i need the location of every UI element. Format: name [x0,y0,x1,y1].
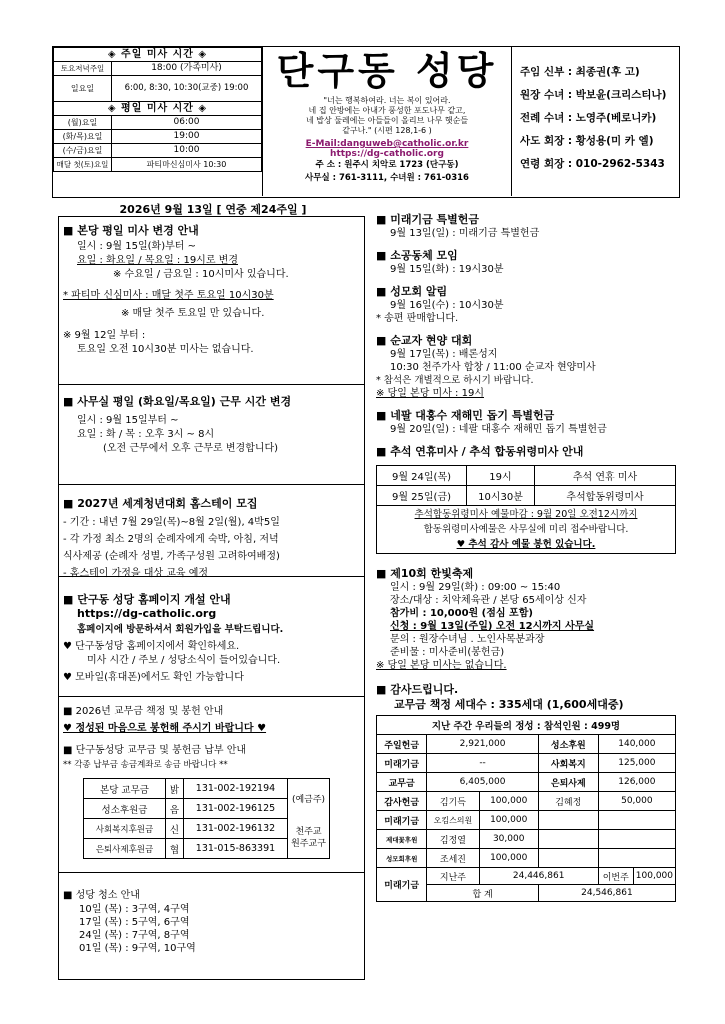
text-line: 24일 (목) : 7구역, 8구역 [79,930,190,941]
mass-day: 토요저녁주일 [54,62,112,76]
mass-day: 일요일 [54,76,112,102]
donation-label: 제대꽃후원 [377,830,427,849]
mass-day: (수/금)요일 [54,144,112,158]
quote-line: 같구나." (시편 128,1-6 ) [342,126,432,135]
parish-title: 단구동 성당 [276,49,498,93]
future-fund-section [376,212,686,240]
notice-line: ♥ 추석 감사 예물 봉헌 있습니다. [456,539,596,550]
section-title: ■ 감사드립니다. [376,683,459,696]
mass-desc: 추석합동위령미사 [535,486,676,506]
text-line: - 기간 : 내년 7월 29일(목)~8월 2일(월), 4박5일 [63,517,280,528]
donation-value [598,849,675,868]
text-line: 요일 : 화 / 목 : 오후 3시 ~ 8시 [77,429,215,440]
fund-value: 24,446,861 [479,868,598,885]
text-line: ※ 9월 12일 부터 : [63,330,146,341]
parish-title-panel [263,47,511,196]
phone: 사무실 : 761-3111, 수녀원 : 761-0316 [305,173,469,183]
mass-day: (월)요일 [54,116,112,130]
section-title: ■ 소공동체 모임 [376,249,458,262]
tithe-section [59,697,364,873]
chuseok-mass-section [376,444,686,554]
section-title: ■ 사무실 평일 (화요일/목요일) 근무 시간 변경 [63,395,292,408]
text-line: 문의 : 원장수녀님 . 노인사목분과장 [390,634,545,645]
homepage-link[interactable]: https://dg-catholic.org [77,607,217,620]
text-line: 신청 : 9월 13일(주일) 오전 12시까지 사무실 [390,621,595,632]
staff-line: 주임 신부 : 최종권(후 고) [520,66,640,78]
offering-label: 교무금 [377,773,427,792]
text-line: 9월 15일(화) : 19시30분 [390,264,504,275]
section-title: ■ 미래기금 특별헌금 [376,213,480,226]
donation-label: 미래기금 [377,811,427,830]
text-line: 미사 시간 / 주보 / 성당소식이 들어있습니다. [87,655,281,666]
accounts-table [83,778,330,859]
account-name: 본당 교무금 [84,779,166,799]
offering-label: 성소후원 [538,735,598,754]
text-line: 10일 (목) : 3구역, 4구역 [79,904,190,915]
section-title: ■ 성모회 알림 [376,285,448,298]
left-column [58,216,365,980]
section-title: ■ 단구동 성당 홈페이지 개설 안내 [63,593,231,606]
donation-label: 성모회후원 [377,849,427,868]
address: 주 소 : 원주시 치악로 1723 (단구동) [315,160,459,170]
section-title: ■ 2027년 세계청년대회 홈스테이 모집 [63,497,258,510]
donation-value [598,811,675,830]
account-char: 신 [166,819,184,839]
account-number: 131-015-863391 [184,839,288,859]
account-number: 131-002-196125 [184,799,288,819]
mass-time: 19:00 [112,130,262,144]
donor-name: 김기득 [427,792,479,811]
bulletin-header [52,46,680,198]
account-char: 협 [166,839,184,859]
offering-value: 126,000 [598,773,675,792]
email-link[interactable]: E-Mail:danguweb@catholic.or.kr [305,139,469,149]
staff-line: 원장 수녀 : 박보윤(크리스티나) [520,89,667,101]
notice-line: 합동위령미사예물은 사무실에 미리 접수바랍니다. [423,524,629,535]
mass-date: 9월 24일(목) [377,466,467,486]
account-char: 밝 [166,779,184,799]
text-line: ※ 당일 본당 미사 : 19시 [376,388,484,399]
mass-time: 10시30분 [467,486,535,506]
account-name: 성소후원금 [84,799,166,819]
donation-value: 100,000 [479,811,538,830]
mass-desc: 추석 연휴 미사 [535,466,676,486]
offering-label: 은퇴사제 [538,773,598,792]
weekday-mass-title: ◈ 평일 미사 시간 ◈ [54,102,262,116]
mass-date: 9월 25일(금) [377,486,467,506]
fund-total-label: 합 계 [427,885,538,902]
account-name: 은퇴사제후원금 [84,839,166,859]
text-line: 9월 13일(일) : 미래기금 특별헌금 [390,228,540,239]
text-line: ♥ 정성된 마음으로 봉헌해 주시기 바랍니다 ♥ [63,723,267,734]
offering-value: 140,000 [598,735,675,754]
weekday-mass-change-section [59,217,364,385]
section-title: ■ 순교자 현양 대회 [376,334,473,347]
mothers-group-section [376,284,686,325]
text-line: 17일 (목) : 5구역, 6구역 [79,917,190,928]
text-line: ** 각종 납부금 송금계좌로 송금 바랍니다 ** [63,760,228,770]
offering-table [376,715,676,902]
staff-line: 사도 회장 : 황성용(미 카 엘) [520,135,654,147]
text-line: 일시 : 9월 15일(화)부터 ~ [77,241,196,252]
martyr-event-section [376,333,686,400]
text-line: 01일 (목) : 9구역, 10구역 [79,943,196,954]
account-name: 사회복지후원금 [84,819,166,839]
fund-period: 이번주 [598,868,633,885]
donor-name: 조세진 [427,849,479,868]
donation-value: 50,000 [598,792,675,811]
text-line: 10:30 천주가사 합창 / 11:00 순교자 현양미사 [390,362,596,373]
nepal-relief-section [376,408,686,436]
website-link[interactable]: https://dg-catholic.org [330,149,444,159]
household-count: 교무금 책정 세대수 : 335세대 (1,600세대중) [394,698,624,711]
text-line: ※ 당일 본당 미사는 없습니다. [376,660,507,671]
office-hours-section [59,385,364,485]
quote-line: "너는 행복하여라. 너는 복이 있어라. [323,96,451,105]
donor-name: 김정열 [427,830,479,849]
text-line: 9월 17일(목) : 배론성지 [390,349,498,360]
offering-value: -- [427,754,538,773]
donor-name [538,849,598,868]
fund-value: 100,000 [633,868,675,885]
text-line: - 각 가정 최소 2명의 순례자에게 숙박, 아침, 저녁 [63,534,279,545]
fund-period: 지난주 [427,868,479,885]
text-line: ■ 단구동성당 교무금 및 봉헌금 납부 안내 [63,745,247,756]
mass-time: 6:00, 8:30, 10:30(교중) 19:00 [112,76,262,102]
donor-name [538,830,598,849]
offering-header: 지난 주간 우리들의 정성 : 참석인원 : 499명 [377,716,676,735]
homestay-section [59,485,364,577]
notice-line: 추석합동위령미사 예물마감 : 9월 20일 오전12시까지 [414,509,638,520]
staff-line: 연령 회장 : 010-2962-5343 [520,158,665,170]
offering-label: 주일헌금 [377,735,427,754]
thanks-section [376,682,686,902]
text-line: 토요일 오전 10시30분 미사는 없습니다. [77,344,254,355]
text-line: 장소/대상 : 치악체육관 / 본당 65세이상 신자 [390,595,587,606]
account-number: 131-002-196132 [184,819,288,839]
staff-panel [511,47,679,196]
future-fund-label: 미래기금 [377,868,427,902]
right-column [376,212,686,902]
staff-line: 전례 수녀 : 노영주(베로니카) [520,112,657,124]
chuseok-table [376,465,676,554]
small-community-section [376,248,686,276]
account-char: 음 [166,799,184,819]
sunday-mass-title: ◈ 주일 미사 시간 ◈ [54,48,262,62]
text-line: * 파티마 신심미사 : 매달 첫주 토요일 10시30분 [63,290,274,301]
text-line: ♥ 단구동성당 홈페이지에서 확인하세요. [63,641,240,652]
offering-label: 사회복지 [538,754,598,773]
text-line: 홈페이지에 방문하셔서 회원가입을 부탁드립니다. [77,624,284,635]
text-line: 요일 : 화요일 / 목요일 : 19시로 변경 [77,255,239,266]
text-line: 9월 20일(일) : 네팔 대홍수 재해민 돕기 특별헌금 [390,424,607,435]
cleaning-section [59,873,364,979]
donation-value: 100,000 [479,792,538,811]
text-line: ※ 매달 첫주 토요일 만 있습니다. [121,308,265,319]
mass-time: 파티마신심미사 10:30 [112,158,262,172]
donor-name: 오킴스의원 [427,811,479,830]
quote-line: 네 밥상 둘레에는 아들들이 올리브 나무 햇순들 [305,116,469,125]
mass-time: 06:00 [112,116,262,130]
donor-name [538,811,598,830]
text-line: ♥ 모바일(휴대폰)에서도 확인 가능합니다 [63,672,244,683]
text-line: ■ 2026년 교무금 책정 및 봉헌 안내 [63,706,224,717]
offering-value: 125,000 [598,754,675,773]
offering-value: 6,405,000 [427,773,538,792]
mass-time: 19시 [467,466,535,486]
mass-day: 매달 첫(토)요일 [54,158,112,172]
mass-time: 10:00 [112,144,262,158]
donation-value: 100,000 [479,849,538,868]
text-line: * 참석은 개별적으로 하시기 바랍니다. [376,375,534,386]
text-line: * 송편 판매합니다. [376,313,459,324]
account-number: 131-002-192194 [184,779,288,799]
fund-total-value: 24,546,861 [538,885,675,902]
text-line: 식사제공 (순례자 성별, 가족구성원 고려하여배정) [63,551,280,562]
homepage-section [59,577,364,697]
text-line: - 홈스테이 가정을 대상 교육 예정 [63,568,209,579]
donation-label: 감사헌금 [377,792,427,811]
section-title: ■ 네팔 대홍수 재해민 돕기 특별헌금 [376,409,555,422]
account-holder: 천주교 원주교구 [288,819,330,859]
account-holder-label: (예금주) [288,779,330,819]
offering-value: 2,921,000 [427,735,538,754]
text-line: ※ 수요일 / 금요일 : 10시미사 있습니다. [113,269,289,280]
psalm-quote [263,96,511,136]
section-title: ■ 성당 청소 안내 [63,890,140,901]
mass-time: 18:00 (가족미사) [112,62,262,76]
festival-section [376,566,686,672]
section-title: ■ 본당 평일 미사 변경 안내 [63,224,199,237]
text-line: 일시 : 9월 29일(화) : 09:00 ~ 15:40 [390,582,561,593]
donor-name: 김혜정 [538,792,598,811]
text-line: 참가비 : 10,000원 (점심 포함) [390,608,533,619]
text-line: 9월 16일(수) : 10시30분 [390,300,504,311]
quote-line: 네 집 안방에는 아내가 풍성한 포도나무 같고, [308,106,466,115]
date-line: 2026년 9월 13일 [ 연중 제24주일 ] [119,203,307,216]
section-title: ■ 제10회 한빛축제 [376,567,474,580]
mass-times-table [53,47,262,172]
offering-label: 미래기금 [377,754,427,773]
mass-times-panel [53,47,263,196]
donation-value [598,830,675,849]
text-line: (오전 근무에서 오후 근무로 변경합니다) [103,443,279,454]
donation-value: 30,000 [479,830,538,849]
text-line: 준비물 : 미사준비(봉헌금) [390,647,505,658]
mass-day: (화/목)요일 [54,130,112,144]
section-title: ■ 추석 연휴미사 / 추석 합동위령미사 안내 [376,445,584,458]
text-line: 일시 : 9월 15일부터 ~ [77,415,179,426]
